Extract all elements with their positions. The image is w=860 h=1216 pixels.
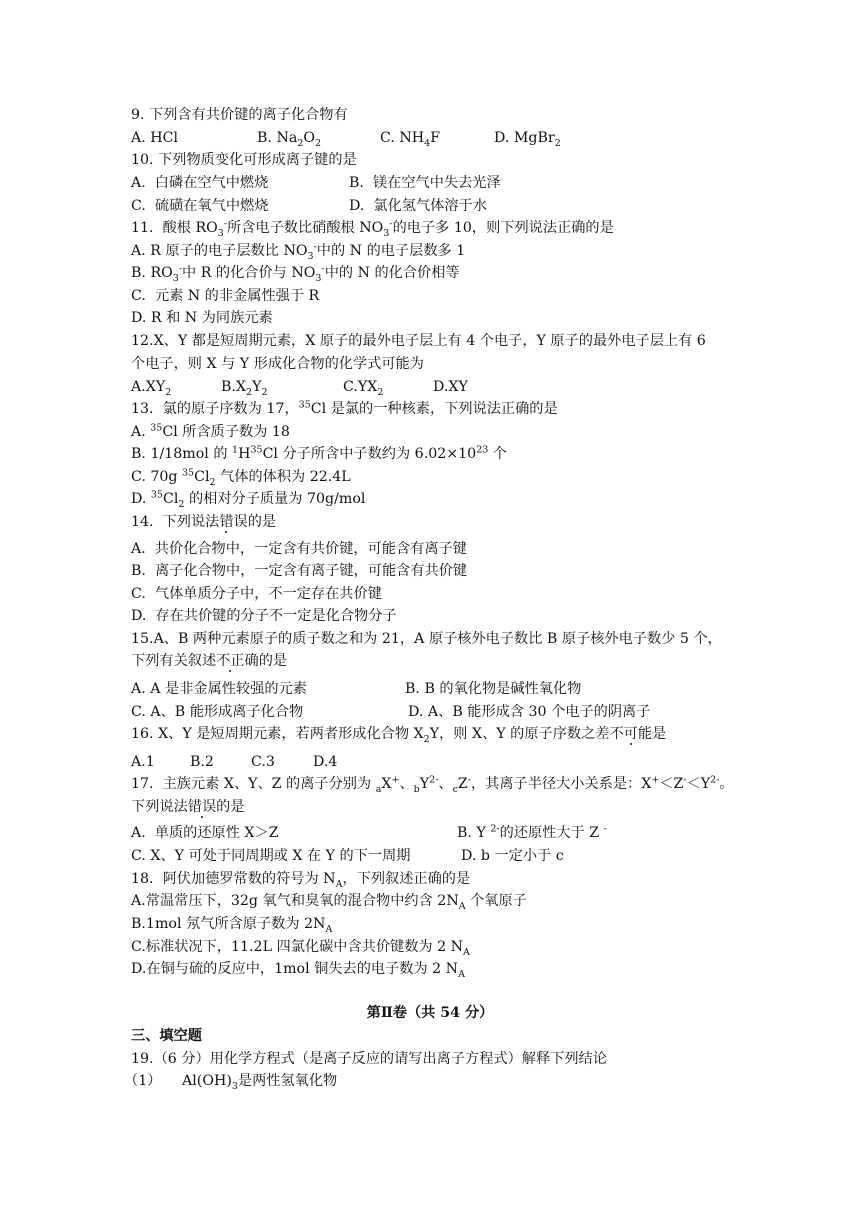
q15-option-d: D. A、B 能形成含 30 个电子的阴离子 (408, 704, 651, 720)
q16-option-a: A.1 (131, 754, 155, 770)
q13-option-d: D. $^{35}Cl_2$ 的相对分子质量为 70g/mol (131, 489, 366, 510)
question-12-stem-line2: 个电子，则 X 与 Y 形成化合物的化学式可能为 (131, 356, 424, 372)
q19-sub-1-text: $Al(OH)_3$是两性氢氧化物 (182, 1073, 338, 1092)
question-16-stem: 16. X、Y 是短周期元素，若两者形成化合物 $X_2Y$，则 X、Y 的原子序数之差不可能是 (131, 726, 667, 745)
question-13-stem: 13. 氯的原子序数为 17，$^{35}$Cl 是氯的一种核素，下列说法正确的是 (131, 399, 558, 417)
q15-option-a: A. A 是非金属性较强的元素 (131, 681, 307, 697)
q10-option-c: C. 硫磺在氧气中燃烧 (131, 198, 269, 214)
q10-option-a: A. 白磷在空气中燃烧 (131, 175, 269, 191)
q13-option-b: B. 1/18mol 的 $^1H^{35}Cl$ 分子所含中子数约为 $6.02\times 10^{23}$ 个 (131, 444, 507, 462)
q9-option-a: A. HCl (131, 130, 179, 146)
q18-option-b: B.1mol 氖气所含原子数为 $2N_A$ (131, 916, 333, 935)
question-17-stem-line1: 17. 主族元素 X、Y、Z 的离子分别为 $_a$X+、$_bY^{2-}$、$_c$Z-，其离子半径大小关系是：$X^+<Z^-<Y^{2-}$。 (131, 774, 734, 795)
question-9-stem: 9. 下列含有共价键的离子化合物有 (131, 107, 348, 123)
q16-option-b: B.2 (190, 754, 214, 770)
q18-option-c: C.标准状况下，11.2L 四氯化碳中含共价键数为 2 $N_A$ (131, 939, 470, 958)
q16-option-c: C.3 (251, 754, 275, 770)
question-15-stem-line1: 15.A、B 两种元素原子的质子数之和为 21，A 原子核外电子数比 B 原子核外电子数少 5 个， (131, 631, 722, 647)
q14-option-b: B. 离子化合物中，一定含有离子键，可能含有共价键 (131, 563, 468, 579)
q12-option-d: D.XY (433, 379, 468, 395)
q12-option-c: $C.YX_2$ (343, 379, 384, 398)
q18-option-a: A.常温常压下，32g 氧气和臭氧的混合物中约含 $2N_A$ 个氧原子 (131, 893, 527, 912)
q9-option-c: C. $NH_4F$ (380, 130, 441, 149)
q15-option-c: C. A、B 能形成离子化合物 (131, 704, 304, 720)
question-18-stem: 18. 阿伏加德罗常数的符号为 $N_A$，下列叙述正确的是 (131, 871, 471, 890)
q17-option-a: A. 单质的还原性 X＞Z (131, 825, 279, 841)
q15-option-b: B. B 的氧化物是碱性氧化物 (405, 681, 582, 697)
q12-option-a: $A.XY_2$ (131, 379, 172, 398)
q18-option-d: D.在铜与硫的反应中，1mol 铜失去的电子数为 2 $N_A$ (131, 961, 465, 980)
q14-option-c: C. 气体单质分子中，不一定存在共价键 (131, 586, 382, 602)
q14-option-d: D. 存在共价键的分子不一定是化合物分子 (131, 608, 397, 624)
q10-option-b: B. 镁在空气中失去光泽 (349, 175, 501, 191)
q9-option-d: D. MgBr$_2$ (494, 130, 561, 149)
question-15-stem-line2: 下列有关叙述不正确的是 (131, 653, 288, 669)
q17-option-d: D. b 一定小于 c (461, 848, 564, 864)
q19-sub-1: （1） (124, 1073, 162, 1089)
q11-option-c: C. 元素 N 的非金属性强于 R (131, 288, 320, 304)
q13-option-a: A. $^{35}$Cl 所含质子数为 18 (131, 422, 290, 440)
q11-option-a: A. R 原子的电子层数比 $NO_3^-$中的 N 的电子层数多 1 (131, 241, 466, 262)
question-11-stem: 11. 酸根 $RO_3^-$所含电子数比硝酸根 $NO_3^-$的电子多 10，则下列说法正确的是 (131, 218, 614, 239)
q11-option-d: D. R 和 N 为同族元素 (131, 310, 273, 326)
q17-option-c: C. X、Y 可处于同周期或 X 在 Y 的下一周期 (131, 848, 411, 864)
question-19-stem: 19.（6 分）用化学方程式（是离子反应的请写出离子方程式）解释下列结论 (131, 1051, 607, 1067)
q10-option-d: D. 氯化氢气体溶于水 (349, 198, 487, 214)
section-heading: 三、填空题 (131, 1028, 202, 1044)
q16-option-d: D.4 (313, 754, 338, 770)
question-14-stem: 14. 下列说法错误的是 (131, 514, 277, 530)
q11-option-b: B. $RO_3^-$中 R 的化合价与 $NO_3^-$中的 N 的化合价相等 (131, 263, 460, 284)
q12-option-b: $B.X_2Y_2$ (221, 379, 268, 398)
q13-option-c: C. 70g $^{35}Cl_2$ 气体的体积为 22.4L (131, 467, 351, 488)
question-10-stem: 10. 下列物质变化可形成离子键的是 (131, 152, 357, 168)
question-17-stem-line2: 下列说法错误的是 (131, 799, 245, 815)
part-2-title: 第Ⅱ卷（共 54 分） (366, 1005, 494, 1021)
q9-option-b: B. $Na_2O_2$ (257, 130, 322, 149)
question-12-stem-line1: 12.X、Y 都是短周期元素，X 原子的最外电子层上有 4 个电子，Y 原子的最外电子层上有 6 (131, 333, 706, 349)
q14-option-a: A. 共价化合物中，一定含有共价键，可能含有离子键 (131, 541, 467, 557)
q17-option-b: B. Y $^{2-}$的还原性大于 Z - (457, 823, 607, 841)
